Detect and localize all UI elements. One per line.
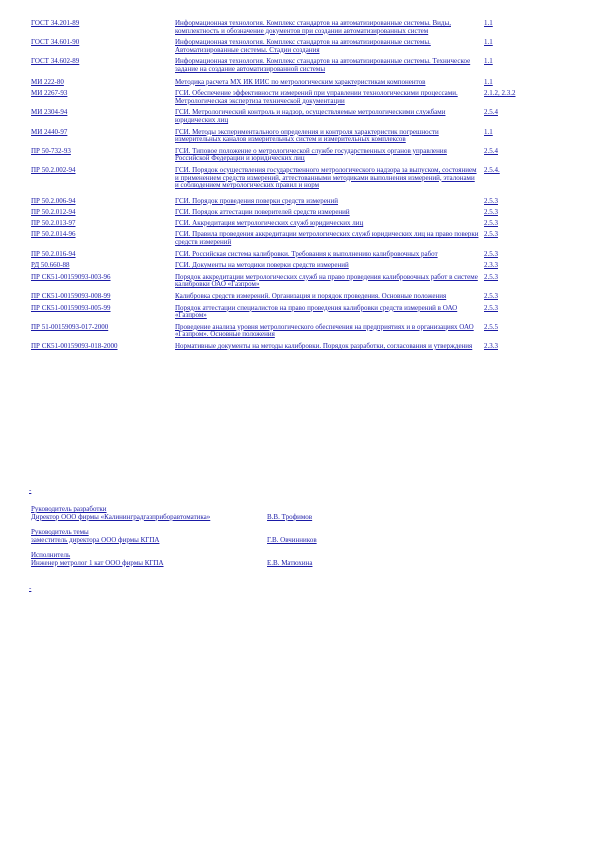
reference-row — [31, 305, 571, 320]
reference-doc-link[interactable]: ПР СК51-00159093-005-99 — [31, 303, 111, 312]
reference-section-link[interactable]: 2.3.3 — [484, 342, 498, 350]
reference-row — [31, 324, 571, 339]
developer-head-role[interactable]: Директор ООО фирмы «Калининградгазприборавтоматика» — [31, 512, 211, 521]
reference-doc-link[interactable]: ПР СК51-00159093-008-99 — [31, 292, 111, 301]
reference-row — [31, 167, 571, 190]
reference-section-link[interactable]: 2.5.3 — [484, 208, 498, 217]
reference-doc-link[interactable]: ПР 50-732-93 — [31, 146, 71, 155]
reference-row — [31, 251, 571, 259]
executor-line — [31, 560, 571, 568]
reference-section-link[interactable]: 2.5.3 — [484, 196, 498, 205]
executor-name[interactable]: Е.В. Матюхина — [267, 558, 313, 567]
reference-row — [31, 58, 571, 73]
reference-doc-link[interactable]: МИ 2267-93 — [31, 89, 68, 98]
reference-title-link[interactable]: ГСИ. Документы на методики поверки средств измерений — [175, 261, 349, 270]
reference-section-link[interactable]: 2.5.5 — [484, 322, 498, 331]
reference-section-link[interactable]: 2.5.3 — [484, 292, 498, 301]
reference-doc-link[interactable]: ПР 50.2.013-97 — [31, 218, 76, 227]
reference-title-link[interactable]: ГСИ. Методы экспериментального определения и контроля характеристик погрешности измерительных каналов измерительных систем и измерительных комплексов — [175, 127, 439, 144]
reference-row — [31, 129, 571, 144]
reference-section-link[interactable]: 1.1 — [484, 19, 493, 27]
reference-doc-link[interactable]: ГОСТ 34.602-89 — [31, 57, 80, 66]
reference-title-link[interactable]: Методика расчета МХ ИК ИИС по метрологическим характеристикам компонентов — [175, 77, 426, 86]
reference-row — [31, 293, 571, 301]
reference-title-link[interactable]: ГСИ. Аккредитация метрологических служб юридических лиц — [175, 218, 364, 227]
reference-title-link[interactable]: Информационная технология. Комплекс стандартов на автоматизированные системы. Автоматизированные системы. Стадии создания — [175, 38, 431, 54]
reference-row — [31, 148, 571, 163]
reference-section-link[interactable]: 2.1.2, 2.3.2 — [484, 89, 516, 98]
reference-section-link[interactable]: 2.5.3 — [484, 230, 498, 239]
reference-doc-link[interactable]: ГОСТ 34.601-90 — [31, 38, 80, 47]
reference-doc-link[interactable]: ПР СК51-00159093-003-96 — [31, 272, 111, 281]
reference-title-link[interactable]: ГСИ. Российская система калибровки. Требования к выполнению калибровочных работ — [175, 249, 438, 258]
reference-title-link[interactable]: Проведение анализа уровня метрологического обеспечения на предприятиях и в организациях ОАО «Газпром». Основные положения — [175, 322, 474, 339]
reference-doc-link[interactable]: РД 50.660-88 — [31, 261, 70, 270]
reference-doc-link[interactable]: ПР 50.2.016-94 — [31, 249, 76, 258]
reference-section-link[interactable]: 2.5.3 — [484, 218, 498, 227]
separator-mark-top: - — [29, 486, 32, 494]
signature-block — [31, 506, 571, 568]
reference-doc-link[interactable]: ПР СК51-00159093-018-2000 — [31, 342, 118, 350]
reference-row — [31, 262, 571, 270]
reference-title-link[interactable]: Порядок аккредитации метрологических служб на право проведения калибровочных работ в системе калибровки ОАО «Газпром» — [175, 272, 478, 289]
topic-head-role[interactable]: заместитель директора ООО фирмы КГПА — [31, 535, 160, 544]
executor-role[interactable]: Инженер метролог 1 кат ООО фирмы КГПА — [31, 558, 164, 567]
developer-head-title[interactable]: Руководитель разработки — [31, 505, 107, 513]
reference-row — [31, 343, 571, 351]
reference-section-link[interactable]: 1.1 — [484, 77, 493, 86]
developer-head-line — [31, 514, 571, 522]
reference-title-link[interactable]: ГСИ. Порядок осуществления государственного метрологического надзора за выпуском, состоянием и применением средств измерений, аттестованными методиками выполнения измерений, эталонами и соблюдением метрологических правил и норм — [175, 165, 477, 190]
reference-title-link[interactable]: Порядок аттестации специалистов на право проведения калибровки средств измерений в ОАО «Газпром» — [175, 303, 458, 320]
reference-row — [31, 209, 571, 217]
reference-title-link[interactable]: Калибровка средств измерений. Организация и порядок проведения. Основные положения — [175, 292, 447, 301]
reference-doc-link[interactable]: ПР 50.2.012-94 — [31, 208, 76, 217]
reference-doc-link[interactable]: ПР 51-00159093-017-2000 — [31, 322, 109, 331]
reference-row — [31, 20, 571, 35]
reference-doc-link[interactable]: МИ 2304-94 — [31, 108, 68, 117]
reference-doc-link[interactable]: ПР 50.2.006-94 — [31, 196, 76, 205]
topic-head-name[interactable]: Г.В. Овчинников — [267, 535, 317, 544]
reference-title-link[interactable]: Информационная технология. Комплекс стандартов на автоматизированные системы. Техническое задание на создание автоматизированной системы — [175, 57, 471, 73]
reference-row — [31, 274, 571, 289]
reference-title-link[interactable]: ГСИ. Типовое положение о метрологической службе государственных органов управления Российской Федерации и юридических лиц — [175, 146, 447, 163]
reference-section-link[interactable]: 2.5.3 — [484, 249, 498, 258]
developer-head-name[interactable]: В.В. Трофимов — [267, 512, 313, 521]
reference-row — [31, 198, 571, 206]
reference-section-link[interactable]: 2.5.4 — [484, 146, 498, 155]
reference-title-link[interactable]: Информационная технология. Комплекс стандартов на автоматизированные системы. Виды, комплектность и обозначение документов при создании автоматизированных систем — [175, 19, 451, 35]
reference-doc-link[interactable]: ПР 50.2.002-94 — [31, 165, 76, 174]
reference-title-link[interactable]: ГСИ. Порядок проведения поверки средств измерений — [175, 196, 339, 205]
reference-title-link[interactable]: ГСИ. Правила проведения аккредитации метрологических служб юридических лиц на право поверки средств измерений — [175, 230, 479, 247]
reference-section-link[interactable]: 2.5.3 — [484, 303, 498, 312]
reference-section-link[interactable]: 2.3.3 — [484, 261, 498, 270]
reference-doc-link[interactable]: МИ 2440-97 — [31, 127, 68, 136]
reference-section-link[interactable]: 2.5.3 — [484, 272, 498, 281]
reference-row — [31, 231, 571, 246]
reference-section-link[interactable]: 2.5.4 — [484, 108, 498, 117]
topic-head-line — [31, 537, 571, 545]
reference-doc-link[interactable]: ПР 50.2.014-96 — [31, 230, 76, 239]
reference-row — [31, 109, 571, 124]
reference-section-link[interactable]: 1.1 — [484, 57, 493, 66]
reference-section-link[interactable]: 1.1 — [484, 127, 493, 136]
reference-doc-link[interactable]: ГОСТ 34.201-89 — [31, 19, 80, 27]
reference-section-link[interactable]: 1.1 — [484, 38, 493, 47]
reference-row — [31, 79, 571, 87]
reference-title-link[interactable]: ГСИ. Порядок аттестации поверителей средств измерений — [175, 208, 350, 217]
separator-mark-bottom: - — [29, 584, 32, 592]
reference-title-link[interactable]: Нормативные документы на методы калибровки. Порядок разработки, согласования и утверждения — [175, 342, 473, 350]
reference-doc-link[interactable]: МИ 222-80 — [31, 77, 64, 86]
reference-section-link[interactable]: 2.5.4. — [484, 165, 500, 174]
reference-row — [31, 90, 571, 105]
reference-row — [31, 220, 571, 228]
reference-row — [31, 39, 571, 54]
references-table — [31, 20, 571, 355]
executor-title[interactable]: Исполнитель — [31, 551, 71, 560]
reference-title-link[interactable]: ГСИ. Обеспечение эффективности измерений при управлении технологическими процессами. Метрологическая экспертиза технической документации — [175, 89, 458, 105]
reference-title-link[interactable]: ГСИ. Метрологический контроль и надзор, осуществляемые метрологическими службами юридических лиц — [175, 108, 446, 124]
topic-head-title[interactable]: Руководитель темы — [31, 528, 89, 537]
